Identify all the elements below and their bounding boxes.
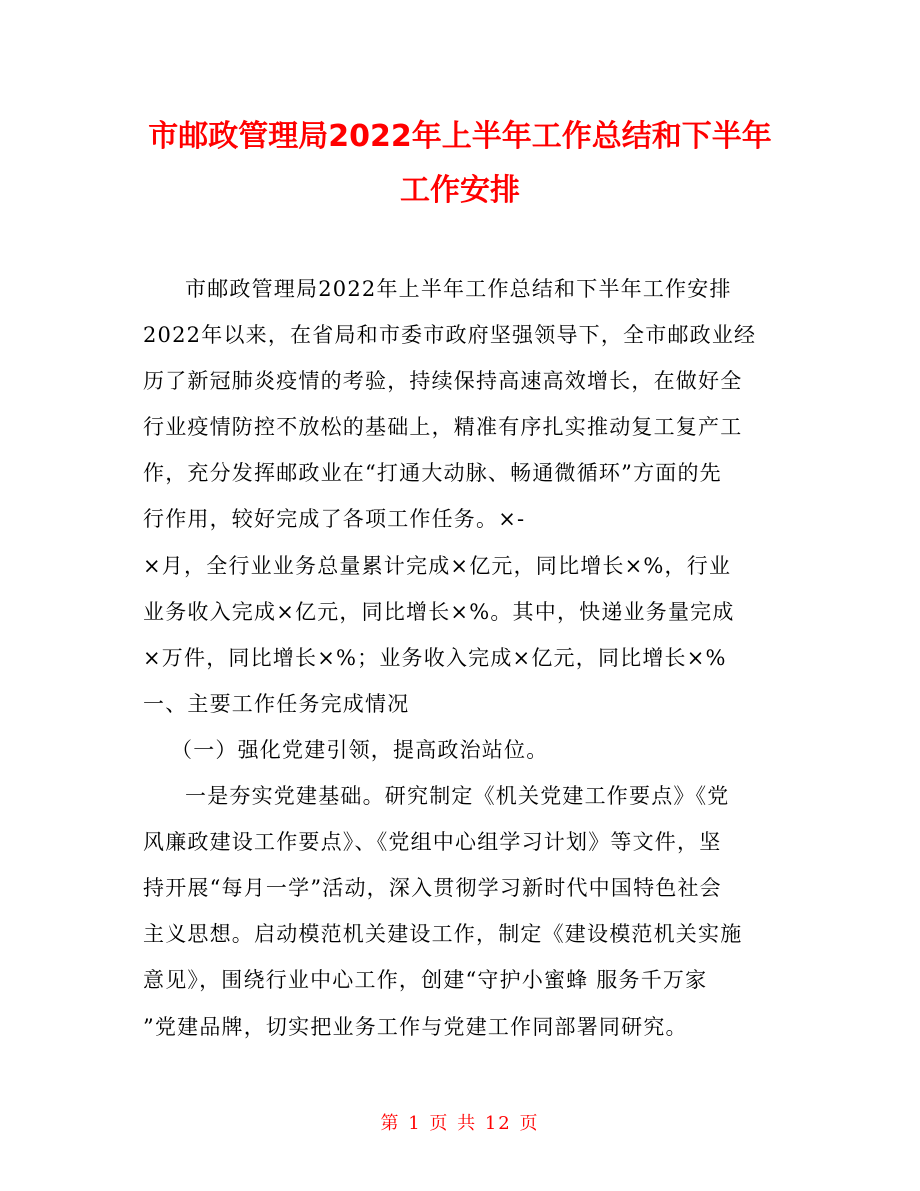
body-line: 持开展“每月一学”活动，深入贯彻学习新时代中国特色社会 bbox=[143, 876, 722, 901]
body-line: 主义思想。启动模范机关建设工作，制定《建设模范机关实施 bbox=[143, 922, 743, 947]
title-line-1: 市邮政管理局2022年上半年工作总结和下半年 bbox=[148, 119, 772, 154]
document-body bbox=[143, 266, 783, 1050]
body-line: 行业疫情防控不放松的基础上，精准有序扎实推动复工复产工 bbox=[143, 415, 743, 440]
body-line: 作，充分发挥邮政业在“打通大动脉、畅通微循环”方面的先 bbox=[143, 461, 722, 486]
document-title bbox=[120, 110, 800, 218]
body-line: 2022年以来，在省局和市委市政府坚强领导下，全市邮政业经 bbox=[143, 323, 757, 348]
subsection-heading: （一）强化党建引领，提高政治站位。 bbox=[171, 737, 549, 762]
body-line: 市邮政管理局2022年上半年工作总结和下半年工作安排 bbox=[185, 277, 732, 301]
body-line: ×万件，同比增长×%；业务收入完成×亿元，同比增长×% bbox=[143, 645, 727, 670]
body-line: 风廉政建设工作要点》、《党组中心组学习计划》等文件，坚 bbox=[143, 830, 722, 855]
body-line: ”党建品牌，切实把业务工作与党建工作同部署同研究。 bbox=[143, 1014, 688, 1039]
body-line: 业务收入完成×亿元，同比增长×%。其中，快递业务量完成 bbox=[143, 599, 735, 624]
body-line: ×月，全行业业务总量累计完成×亿元，同比增长×%，行业 bbox=[143, 553, 732, 578]
body-line: 意见》，围绕行业中心工作，创建“守护小蜜蜂 服务千万家 bbox=[143, 968, 708, 993]
body-line: 行作用，较好完成了各项工作任务。×- bbox=[143, 507, 526, 532]
body-line: 历了新冠肺炎疫情的考验，持续保持高速高效增长，在做好全 bbox=[143, 369, 743, 394]
section-heading: 一、主要工作任务完成情况 bbox=[143, 691, 410, 716]
title-line-2: 工作安排 bbox=[400, 173, 520, 208]
body-line: 一是夯实党建基础。研究制定《机关党建工作要点》《党 bbox=[185, 784, 730, 809]
page-number-footer: 第 1 页 共 12 页 bbox=[380, 1113, 540, 1134]
